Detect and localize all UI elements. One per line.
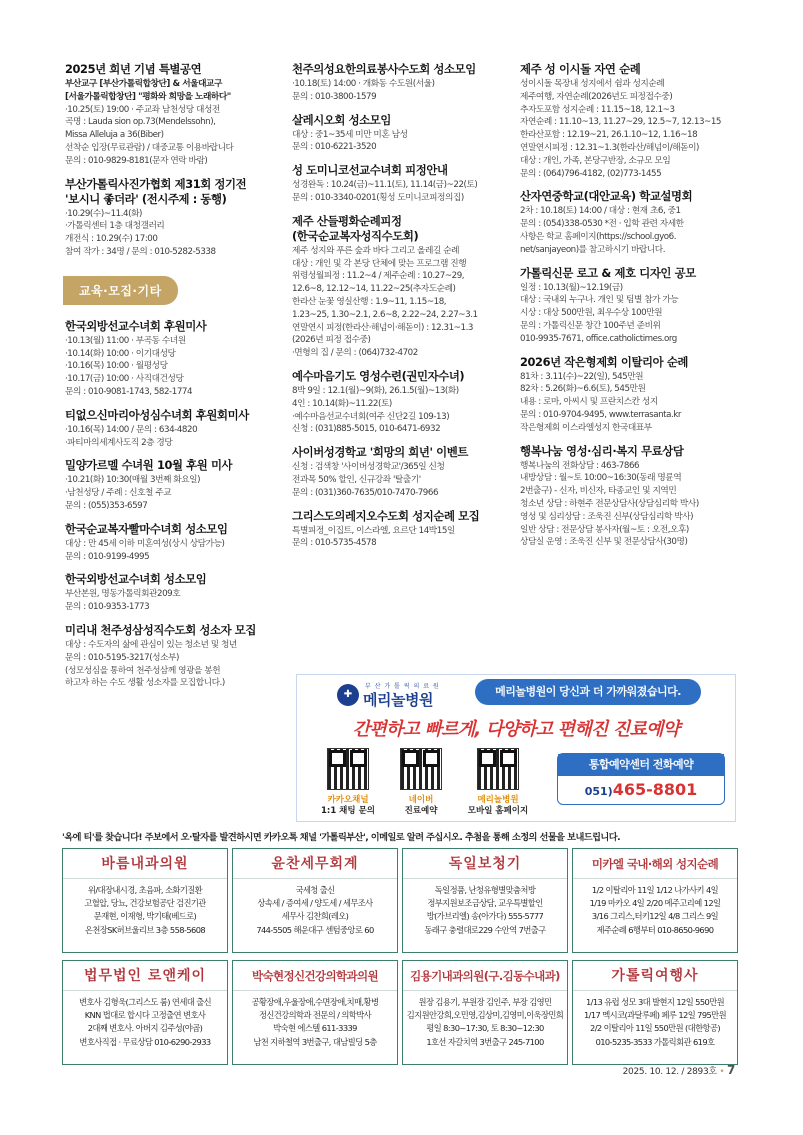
business-detail: 정신건강의학과 전문의 / 의학박사 xyxy=(258,1010,372,1021)
listing-title: 산자연중학교(대안교육) 학교설명회 xyxy=(520,189,693,204)
listing-line: ·10.14(화) 10:00 · 이기대성당 xyxy=(65,348,176,359)
listing-title: 티없으신마리아성심수녀회 후원회미사 xyxy=(65,407,249,422)
business-name: 독일보청기 xyxy=(403,849,567,879)
listing-line: 추자도포함 성지순례 : 11.15~18, 12.1~3 xyxy=(520,104,675,115)
listing-line: 일반 상담 : 전문상담 봉사자(월~토 : 오전,오후) xyxy=(520,524,689,535)
business-ad xyxy=(62,960,228,1065)
listing-line: 작은형제회 이스라엘성지 한국대표부 xyxy=(520,422,652,433)
listing-section xyxy=(520,62,738,180)
listing-line: 신청 : 검색창 '사이버성경학교'/365일 신청 xyxy=(292,462,445,473)
business-detail: 1호선 자갈치역 3번출구 245-7100 xyxy=(426,1036,544,1047)
listing-section xyxy=(65,623,283,690)
listing-section xyxy=(292,113,510,155)
listing-title: '보시니 좋더라' (전시주제 : 동행) xyxy=(65,191,227,206)
listing-line: ·면형의 집 / 문의 : (064)732-4702 xyxy=(292,348,418,359)
business-name: 가톨릭여행사 xyxy=(573,961,737,991)
business-detail: 독일정품, 난청유형별맞춤처방 xyxy=(434,885,536,895)
listing-line: 전과목 50% 할인, 신규강좌 '탈출기' xyxy=(292,474,421,485)
listing-line: 하고자 하는 수도 생활 성소자를 모집합니다.) xyxy=(65,678,225,689)
listing-title: 제주 산들평화순례피정 xyxy=(292,213,402,228)
listing-title: 행복나눔 영성·심리·복지 무료상담 xyxy=(520,443,684,458)
page-number: 7 xyxy=(726,1063,735,1077)
listing-title: 부산가톨릭사진가협회 제31회 정기전 xyxy=(65,176,247,191)
listing-line: 82차 : 5.26(화)~6.6(토), 545만원 xyxy=(520,384,646,395)
listing-section xyxy=(65,522,283,564)
hospital-ad xyxy=(296,674,736,822)
business-detail: 1/17 멕시코(과달루페) 페루 12일 795만원 xyxy=(583,1010,727,1021)
business-name: 미카엘 국내·해외 성지순례 xyxy=(573,849,737,879)
hospital-slogan: 간편하고 빠르게, 다양하고 편해진 진료예약 xyxy=(352,719,680,740)
column-1 xyxy=(65,62,283,699)
listing-line: 자연순례 : 11.10~13, 11.27~29, 12.5~7, 12.13~15 xyxy=(520,117,721,128)
business-detail: KNN 법대로 합시다 고정출연 변호사 xyxy=(84,1010,206,1021)
listing-title: 밀양가르멜 수녀원 10월 후원 미사 xyxy=(65,458,233,473)
listing-section xyxy=(292,62,510,104)
listing-line: ·남천성당 / 주례 : 신호철 주교 xyxy=(65,488,172,499)
listing-line: 특별피정_이집트, 이스라엘, 요르단 14박15일 xyxy=(292,525,455,536)
listing-section xyxy=(292,369,510,436)
listing-title: 한국순교복자빨마수녀회 성소모임 xyxy=(65,521,228,536)
business-ad xyxy=(572,960,738,1065)
listing-line: 81차 : 3.11(수)~22(일), 545만원 xyxy=(520,371,644,382)
business-detail: 방(가브리엘) 송(아가다) 555-5777 xyxy=(426,911,544,922)
listing-line: 2번출구) - 신자, 비신자, 타종교인 및 지역민 xyxy=(520,486,677,497)
issue-date: 2025. 10. 12. / 2893호 xyxy=(622,1067,717,1077)
listing-line: 대상 : 개인 및 각 본당 단체에 맞는 프로그램 진행 xyxy=(292,258,467,269)
page-footer: 2025. 10. 12. / 2893호 • 7 xyxy=(622,1063,735,1077)
listing-title: 한국외방선교수녀회 성소모임 xyxy=(65,572,207,587)
listing-title: 2026년 작은형제회 이탈리아 순례 xyxy=(520,354,689,369)
listing-line: ·예수마음선교수녀회(여주 신단2길 109-13) xyxy=(292,411,450,422)
listing-title: 사이버성경학교 '희망의 희년' 이벤트 xyxy=(292,445,468,460)
reservation-phone[interactable]: 051)465-8801 xyxy=(584,780,698,799)
reservation-call-box xyxy=(557,753,725,805)
listing-title: 한국외방선교수녀회 후원미사 xyxy=(65,318,207,333)
listing-line: 1.23~25, 1.30~2.1, 2.6~8, 2.22~24, 2.27~3.1 xyxy=(292,309,478,320)
listing-line: 참여 작가 : 34명 / 문의 : 010-5282-5338 xyxy=(65,246,216,257)
listing-line: 대상 : 개인, 가족, 본당구반장, 소규모 모임 xyxy=(520,155,671,166)
listing-line: ·가톨릭센터 1층 대청갤러리 xyxy=(65,221,165,232)
listing-line: Missa Alleluja a 36(Biber) xyxy=(65,130,164,141)
business-ad xyxy=(232,848,398,953)
listing-line: 문의 : 010-5735-4578 xyxy=(292,538,377,549)
column-2 xyxy=(292,62,510,559)
business-detail: 세무사 김찬희(레오) xyxy=(281,911,349,922)
listing-line: 문의 : (055)353-6597 xyxy=(65,500,148,511)
business-detail: 1/2 이탈리아 11일 1/12 나가사키 4일 xyxy=(591,885,719,895)
section-tag-education: 교육·모집·기타 xyxy=(63,276,178,305)
business-detail: 원장 김용기, 부원장 김인주, 부장 김영민 xyxy=(418,997,552,1007)
listing-line: 한라산 눈꽃 영실산행 : 1.9~11, 1.15~18, xyxy=(292,296,447,307)
business-detail: 상속세 / 증여세 / 양도세 / 세무조사 xyxy=(257,898,373,909)
listing-line: 문의 : (031)360-7635/010-7470-7966 xyxy=(292,487,439,498)
listing-line: 신청 : (031)885-5015, 010-6471-6932 xyxy=(292,424,441,435)
listing-section xyxy=(520,189,738,256)
listing-line: 제주여행, 자연순례(2026년도 피정접수중) xyxy=(520,91,673,102)
business-detail: 평일 8:30~17:30, 토 8:30~12:30 xyxy=(426,1023,544,1034)
listing-line: ·10.25(토) 19:00 · 주교좌 남천성당 대성전 xyxy=(65,104,220,115)
hospital-logo-icon: ✚ xyxy=(337,684,359,706)
listing-title: 살레시오회 성소모임 xyxy=(292,112,391,127)
business-detail: 변호사 김형욱(그리스도 룸) 연세대 출신 xyxy=(78,997,212,1007)
business-detail: 동래구 충렬대로229 수안역 7번출구 xyxy=(424,924,546,935)
business-detail: 제주순례 6행부터 010-8650-9690 xyxy=(596,924,714,935)
listing-section xyxy=(65,177,283,259)
listing-line: 개전식 : 10.29(수) 17:00 xyxy=(65,234,158,245)
listing-title: 2025년 희년 기념 특별공연 xyxy=(65,62,202,76)
listing-line: 문의 : 010-9081-1743, 582-1774 xyxy=(65,386,193,397)
qr-caption: 1:1 채팅 문의 xyxy=(321,806,375,816)
qr-caption: 카카오채널 xyxy=(327,795,369,805)
listing-line: ·10.16(목) 14:00 / 문의 : 634-4820 xyxy=(65,424,198,435)
listing-line: 부산교구 [부산가톨릭합창단] & 서울대교구 xyxy=(65,79,222,89)
listing-line: 위령성월피정 : 11.2~4 / 제주순례 : 10.27~29, xyxy=(292,271,465,282)
listing-line: 2차 : 10.18(토) 14:00 / 대상 : 현재 초6, 중1 xyxy=(520,206,681,217)
listing-line: 한라산포함 : 12.19~21, 26.1.10~12, 1.16~18 xyxy=(520,130,698,141)
business-detail: 고혈압, 당뇨, 건강보험공단 검진기관 xyxy=(84,898,206,909)
hospital-logo-subtitle: 부 산 가 톨 릭 의 료 원 xyxy=(365,683,440,690)
business-detail: 정부지원보조금상담, 교우특별할인 xyxy=(427,898,543,909)
listing-line: 상담실 운영 : 조욱진 신부 및 전문상담사(30명) xyxy=(520,537,688,548)
listing-section xyxy=(65,319,283,399)
business-detail: 1/13 유럽 성모 3대 발현지 12일 550만원 xyxy=(585,997,725,1007)
listing-title: 제주 성 이시돌 자연 순례 xyxy=(520,62,641,76)
listing-line: 청소년 상담 : 하현주 전문상담사(상담심리학 박사) xyxy=(520,498,699,509)
listing-title: 성 도미니코선교수녀회 피정안내 xyxy=(292,163,448,178)
business-name: 박숙현정신건강의학과의원 xyxy=(233,961,397,991)
business-detail: 744-5505 해운대구 센텀중앙로 60 xyxy=(256,924,374,935)
listing-line: 선착순 입장(무료관람) / 대중교통 이용바랍니다 xyxy=(65,142,234,153)
business-detail: 변호사직접 · 무료상담 010-6290-2933 xyxy=(79,1036,211,1047)
listing-line: (성모성심을 통하여 천주성삼께 영광을 봉헌 xyxy=(65,665,221,676)
business-detail: 박숙현 에스텔 611-3339 xyxy=(273,1023,357,1034)
listing-line: 12.6~8, 12.12~14, 11.22~25(추자도순례) xyxy=(292,284,456,295)
business-detail: 국세청 출신 xyxy=(295,885,335,895)
listing-line: 곡명 : Lauda sion op.73(Mendelssohn), xyxy=(65,117,216,128)
listing-line: 문의 : 010-9199-4995 xyxy=(65,551,150,562)
listing-line: 문의 : 010-5195-3217(성소부) xyxy=(65,652,179,663)
listing-line: 행복나눔의 전화상담 : 463-7866 xyxy=(520,460,640,471)
listing-line: ·10.17(금) 10:00 · 사직대건성당 xyxy=(65,374,184,385)
listing-line: 대상 : 국내외 누구나. 개인 및 팀별 참가 가능 xyxy=(520,295,679,306)
listing-section xyxy=(292,163,510,205)
listing-title: (한국순교복자성직수도회) xyxy=(292,228,419,243)
listing-line: 대상 : 중1~35세 미만 미혼 남성 xyxy=(292,129,408,140)
qr-caption: 진료예약 xyxy=(404,806,438,816)
business-name: 김용기내과의원(구.김동수내과) xyxy=(403,961,567,991)
business-detail: 3/16 그리스,터키12일 4/8 그리스 9일 xyxy=(591,911,719,922)
listing-line: ·10.21(화) 10:30(매월 3번째 화요일) xyxy=(65,475,201,486)
business-ad xyxy=(402,848,568,953)
listing-line: 8박 9일 : 12.1(월)~9(화), 26.1.5(월)~13(화) xyxy=(292,385,459,396)
hospital-logo-name: 메리놀병원 xyxy=(363,691,433,709)
listing-line: 성경완독 : 10.24(금)~11.1(토), 11.14(금)~22(토) xyxy=(292,180,478,191)
listing-line: 부산본원, 명동가톨릭회관209호 xyxy=(65,589,181,600)
reservation-title: 통합예약센터 전화예약 xyxy=(558,754,724,776)
business-detail: 문재현, 이재형, 박기태(베드로) xyxy=(93,911,197,922)
hospital-logo xyxy=(337,681,465,711)
listing-line: [서울가톨릭합창단] "평화와 희망을 노래하다" xyxy=(65,91,231,102)
listing-line: 문의 : 010-3800-1579 xyxy=(292,91,377,102)
listing-section xyxy=(65,62,283,168)
typo-notice: '옥에 티'를 찾습니다! 주보에서 오·탈자를 발견하시면 카카오톡 채널 '가톨릭부산', 이메일로 알려 주십시오. 추첨을 통해 소정의 선물을 보내드립니다. xyxy=(62,832,621,843)
listing-section xyxy=(292,214,510,360)
listing-line: 사항은 학교 홈페이지(https://school.gyo6. xyxy=(520,231,677,242)
listing-section xyxy=(520,355,738,435)
listing-line: 문의 : 가톨릭신문 창간 100주년 준비위 xyxy=(520,320,661,331)
listing-line: 문의 : (064)796-4182, (02)773-1455 xyxy=(520,168,662,179)
qr-caption: 네이버 xyxy=(408,795,434,805)
listing-line: 연말연시피정 : 12.31~1.3(한라산/해넘이/해돋이) xyxy=(520,142,699,153)
qr-caption: 메리놀병원 xyxy=(477,795,519,805)
listing-line: 성이시돌 목장내 성지에서 쉼과 성지순례 xyxy=(520,79,665,89)
listing-title: 미리내 천주성삼성직수도회 성소자 모집 xyxy=(65,622,256,637)
business-detail: 010-5235-3533 가톨릭회관 619호 xyxy=(595,1036,715,1047)
qr-caption: 모바일 홈페이지 xyxy=(467,806,529,816)
listing-title: 가톨릭신문 로고 & 제호 디자인 공모 xyxy=(520,265,696,280)
listing-line: 문의 : (054)338-0530 *전 · 입학 관련 자세한 xyxy=(520,219,684,230)
listing-line: 영성 및 심리상담 : 조욱진 신부(상담심리학 박사) xyxy=(520,511,694,522)
listing-line: 문의 : 010-9353-1773 xyxy=(65,602,150,613)
listing-line: ·10.13(월) 11:00 · 부곡동 수녀원 xyxy=(65,335,186,346)
listing-line: 문의 : 010-3340-0201(횡성 도미니코피정의집) xyxy=(292,192,464,203)
listing-line: 4인 : 10.14(화)~11.22(토) xyxy=(292,398,392,409)
listing-line: ·10.18(토) 14:00 · 개화동 수도원(서울) xyxy=(292,79,435,89)
listing-line: 대상 : 수도자의 삶에 관심이 있는 청소년 및 청년 xyxy=(65,639,237,650)
listing-title: 천주의성요한의료봉사수도회 성소모임 xyxy=(292,62,476,76)
listing-section xyxy=(65,572,283,614)
column-3 xyxy=(520,62,738,558)
listing-section xyxy=(292,445,510,499)
business-detail: 2대째 변호사. 아버지 김주성(야곱) xyxy=(87,1023,203,1034)
listing-line: (2026년 피정 접수중) xyxy=(292,335,371,346)
listing-line: 제주 성지와 푸른 숲과 바다 그리고 올레길 순례 xyxy=(292,245,460,256)
listing-section xyxy=(65,458,283,512)
business-ad xyxy=(62,848,228,953)
business-detail: 1/19 마카오 4일 2/20 메주고리예 12일 xyxy=(589,898,721,909)
business-name: 윤찬세무회계 xyxy=(233,849,397,879)
listing-line: 문의 : 010-6221-3520 xyxy=(292,142,377,153)
business-detail: 공황장애,우울장애,수면장애,치매,황병 xyxy=(251,997,379,1007)
listing-section xyxy=(520,444,738,550)
listing-line: net/sanjayeon)를 참고하시기 바랍니다. xyxy=(520,244,666,255)
listing-line: 010-9935-7671, office.catholictimes.org xyxy=(520,333,677,344)
listing-line: 문의 : 010-9829-8181(문자 연락 바람) xyxy=(65,155,208,166)
listing-title: 그리스도의레지오수도회 성지순례 모집 xyxy=(292,508,480,523)
hospital-tagline: 메리놀병원이 당신과 더 가까워졌습니다. xyxy=(475,679,701,705)
business-ad xyxy=(572,848,738,953)
listing-line: 연말연시 피정(한라산·해넘이·해돋이) : 12.31~1.3 xyxy=(292,322,473,333)
business-detail: 위/대장내시경, 초음파, 소화기질환 xyxy=(87,885,203,895)
qr-code-icon[interactable] xyxy=(477,748,519,790)
business-name: 바름내과의원 xyxy=(63,849,227,879)
listing-title: 예수마음기도 영성수련(권민자수녀) xyxy=(292,368,465,383)
business-name: 법무법인 로앤케이 xyxy=(63,961,227,991)
listing-line: ·10.29(수)~11.4(화) xyxy=(65,208,142,219)
listing-line: ·파티마의세계사도직 2층 경당 xyxy=(65,437,173,448)
business-detail: 온천장SK허브울리브 3층 558-5608 xyxy=(84,924,206,935)
listing-section xyxy=(292,509,510,551)
listing-section xyxy=(65,408,283,450)
listing-line: 내방상담 : 월~토 10:00~16:30(동래 명륜역 xyxy=(520,473,682,484)
qr-code-icon[interactable] xyxy=(400,748,442,790)
listing-line: 대상 : 만 45세 이하 미혼여성(상시 상담가능) xyxy=(65,538,225,549)
business-ad xyxy=(402,960,568,1065)
listing-line: ·10.16(목) 10:00 · 월평성당 xyxy=(65,361,168,372)
business-detail: 남천 지하철역 3번출구, 대남빌딩 5층 xyxy=(253,1036,377,1047)
listing-line: 내용 : 로마, 아씨시 및 프란치스칸 성지 xyxy=(520,397,658,408)
listing-line: 일정 : 10.13(월)~12.19(금) xyxy=(520,282,623,293)
qr-code-icon[interactable] xyxy=(327,748,369,790)
listing-line: 시상 : 대상 500만원, 최우수상 100만원 xyxy=(520,308,663,319)
business-detail: 김지원안강희,오민영,김상미,김영미,이욱장민희 xyxy=(406,1010,564,1021)
business-ad xyxy=(232,960,398,1065)
business-detail: 2/2 이탈리아 11일 550만원 (대한항공) xyxy=(590,1023,720,1034)
listing-line: 문의 : 010-9704-9495, www.terrasanta.kr xyxy=(520,409,681,420)
listing-section xyxy=(520,266,738,346)
